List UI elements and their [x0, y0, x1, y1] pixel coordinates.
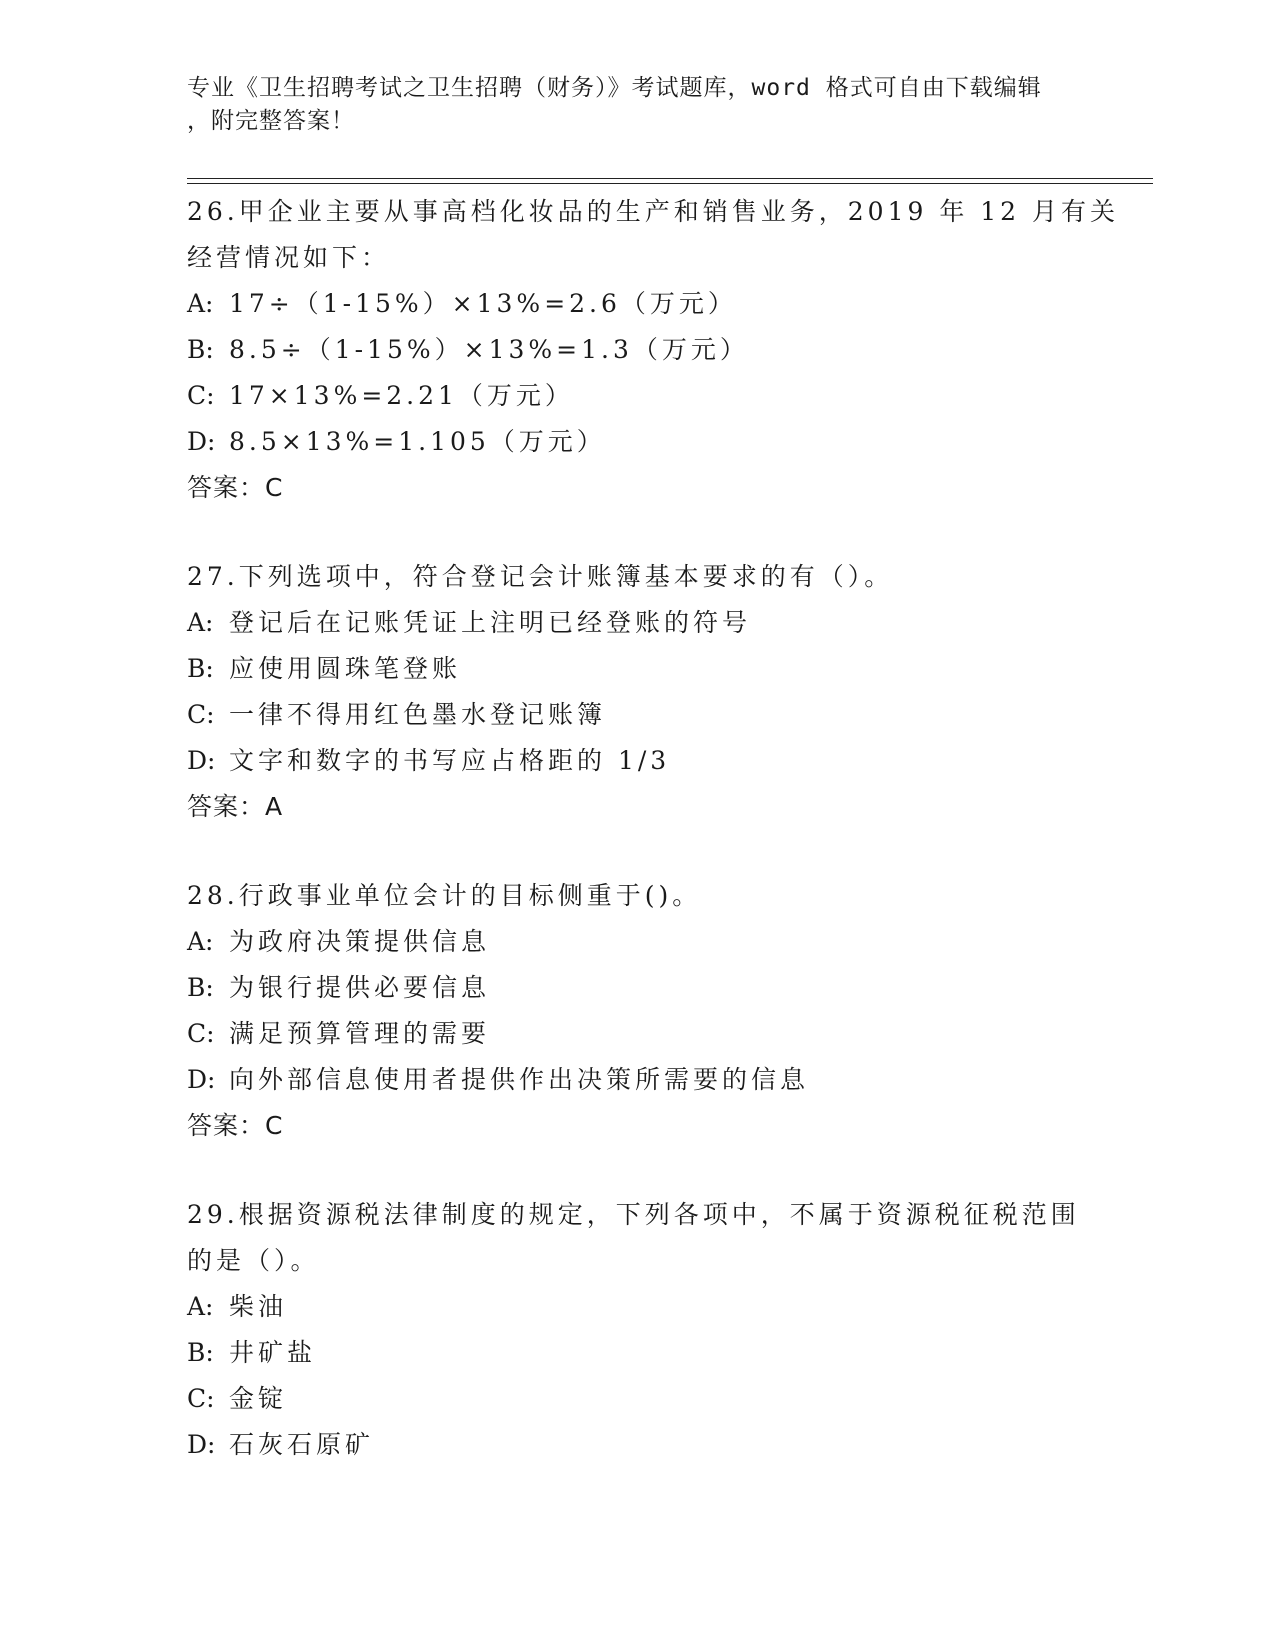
option-c: [187, 1011, 1087, 1057]
option-key: D:: [187, 427, 216, 456]
option-key: B:: [187, 1338, 214, 1367]
option-text: 应使用圆珠笔登账: [229, 654, 462, 683]
option-a: [187, 600, 1087, 646]
option-b: [187, 327, 1087, 373]
option-text: 为政府决策提供信息: [229, 927, 491, 956]
option-d: [187, 1422, 1087, 1468]
option-c: [187, 373, 1087, 419]
option-key: A:: [187, 927, 214, 956]
option-a: [187, 281, 1087, 327]
question-29: [187, 1192, 1087, 1468]
question-26: [187, 189, 1120, 511]
header-divider-bottom: [187, 183, 1153, 184]
question-28: [187, 873, 1087, 1149]
question-stem-line: 29.根据资源税法律制度的规定，下列各项中，不属于资源税征税范围: [187, 1200, 1080, 1229]
option-text: 文字和数字的书写应占格距的 1/3: [229, 746, 671, 775]
question-stem-line: 经营情况如下：: [187, 243, 391, 272]
option-a: [187, 1284, 1087, 1330]
option-text: 金锭: [229, 1384, 288, 1413]
option-text: 一律不得用红色墨水登记账簿: [229, 700, 607, 729]
option-key: B:: [187, 654, 214, 683]
option-text: 8.5×13%=1.105（万元）: [229, 427, 606, 456]
option-b: [187, 965, 1087, 1011]
document-header: [187, 72, 1087, 138]
option-key: C:: [187, 1019, 215, 1048]
answer-line: 答案：C: [187, 473, 284, 502]
question-stem-line: 的是（）。: [187, 1246, 320, 1275]
option-text: 为银行提供必要信息: [229, 973, 491, 1002]
option-text: 柴油: [229, 1292, 288, 1321]
option-key: C:: [187, 700, 215, 729]
option-key: D:: [187, 1065, 216, 1094]
option-b: [187, 646, 1087, 692]
option-key: A:: [187, 289, 214, 318]
option-key: A:: [187, 1292, 214, 1321]
header-line-2: ，附完整答案！: [187, 108, 355, 134]
option-d: [187, 738, 1087, 784]
answer-line: 答案：A: [187, 792, 284, 821]
answer-line: 答案：C: [187, 1111, 284, 1140]
header-line-1: 专业《卫生招聘考试之卫生招聘（财务）》考试题库，word 格式可自由下载编辑: [187, 75, 1042, 101]
question-stem-line: 28.行政事业单位会计的目标侧重于()。: [187, 881, 702, 910]
option-text: 满足预算管理的需要: [229, 1019, 491, 1048]
header-divider-top: [187, 178, 1153, 179]
option-text: 8.5÷（1-15%）×13%=1.3（万元）: [229, 335, 749, 364]
option-text: 17×13%=2.21（万元）: [229, 381, 574, 410]
question-27: [187, 554, 1087, 830]
option-text: 登记后在记账凭证上注明已经登账的符号: [229, 608, 752, 637]
option-d: [187, 1057, 1087, 1103]
option-b: [187, 1330, 1087, 1376]
option-c: [187, 692, 1087, 738]
option-key: A:: [187, 608, 214, 637]
option-text: 井矿盐: [229, 1338, 317, 1367]
option-key: B:: [187, 335, 214, 364]
option-text: 石灰石原矿: [229, 1430, 375, 1459]
option-key: D:: [187, 1430, 216, 1459]
question-stem-line: 27.下列选项中，符合登记会计账簿基本要求的有（）。: [187, 562, 894, 591]
option-key: D:: [187, 746, 216, 775]
option-text: 向外部信息使用者提供作出决策所需要的信息: [229, 1065, 810, 1094]
option-key: C:: [187, 381, 215, 410]
option-key: B:: [187, 973, 214, 1002]
option-c: [187, 1376, 1087, 1422]
option-d: [187, 419, 1087, 465]
question-stem-line: 26.甲企业主要从事高档化妆品的生产和销售业务，2019 年 12 月有关: [187, 197, 1120, 226]
option-key: C:: [187, 1384, 215, 1413]
option-text: 17÷（1-15%）×13%=2.6（万元）: [229, 289, 737, 318]
option-a: [187, 919, 1087, 965]
